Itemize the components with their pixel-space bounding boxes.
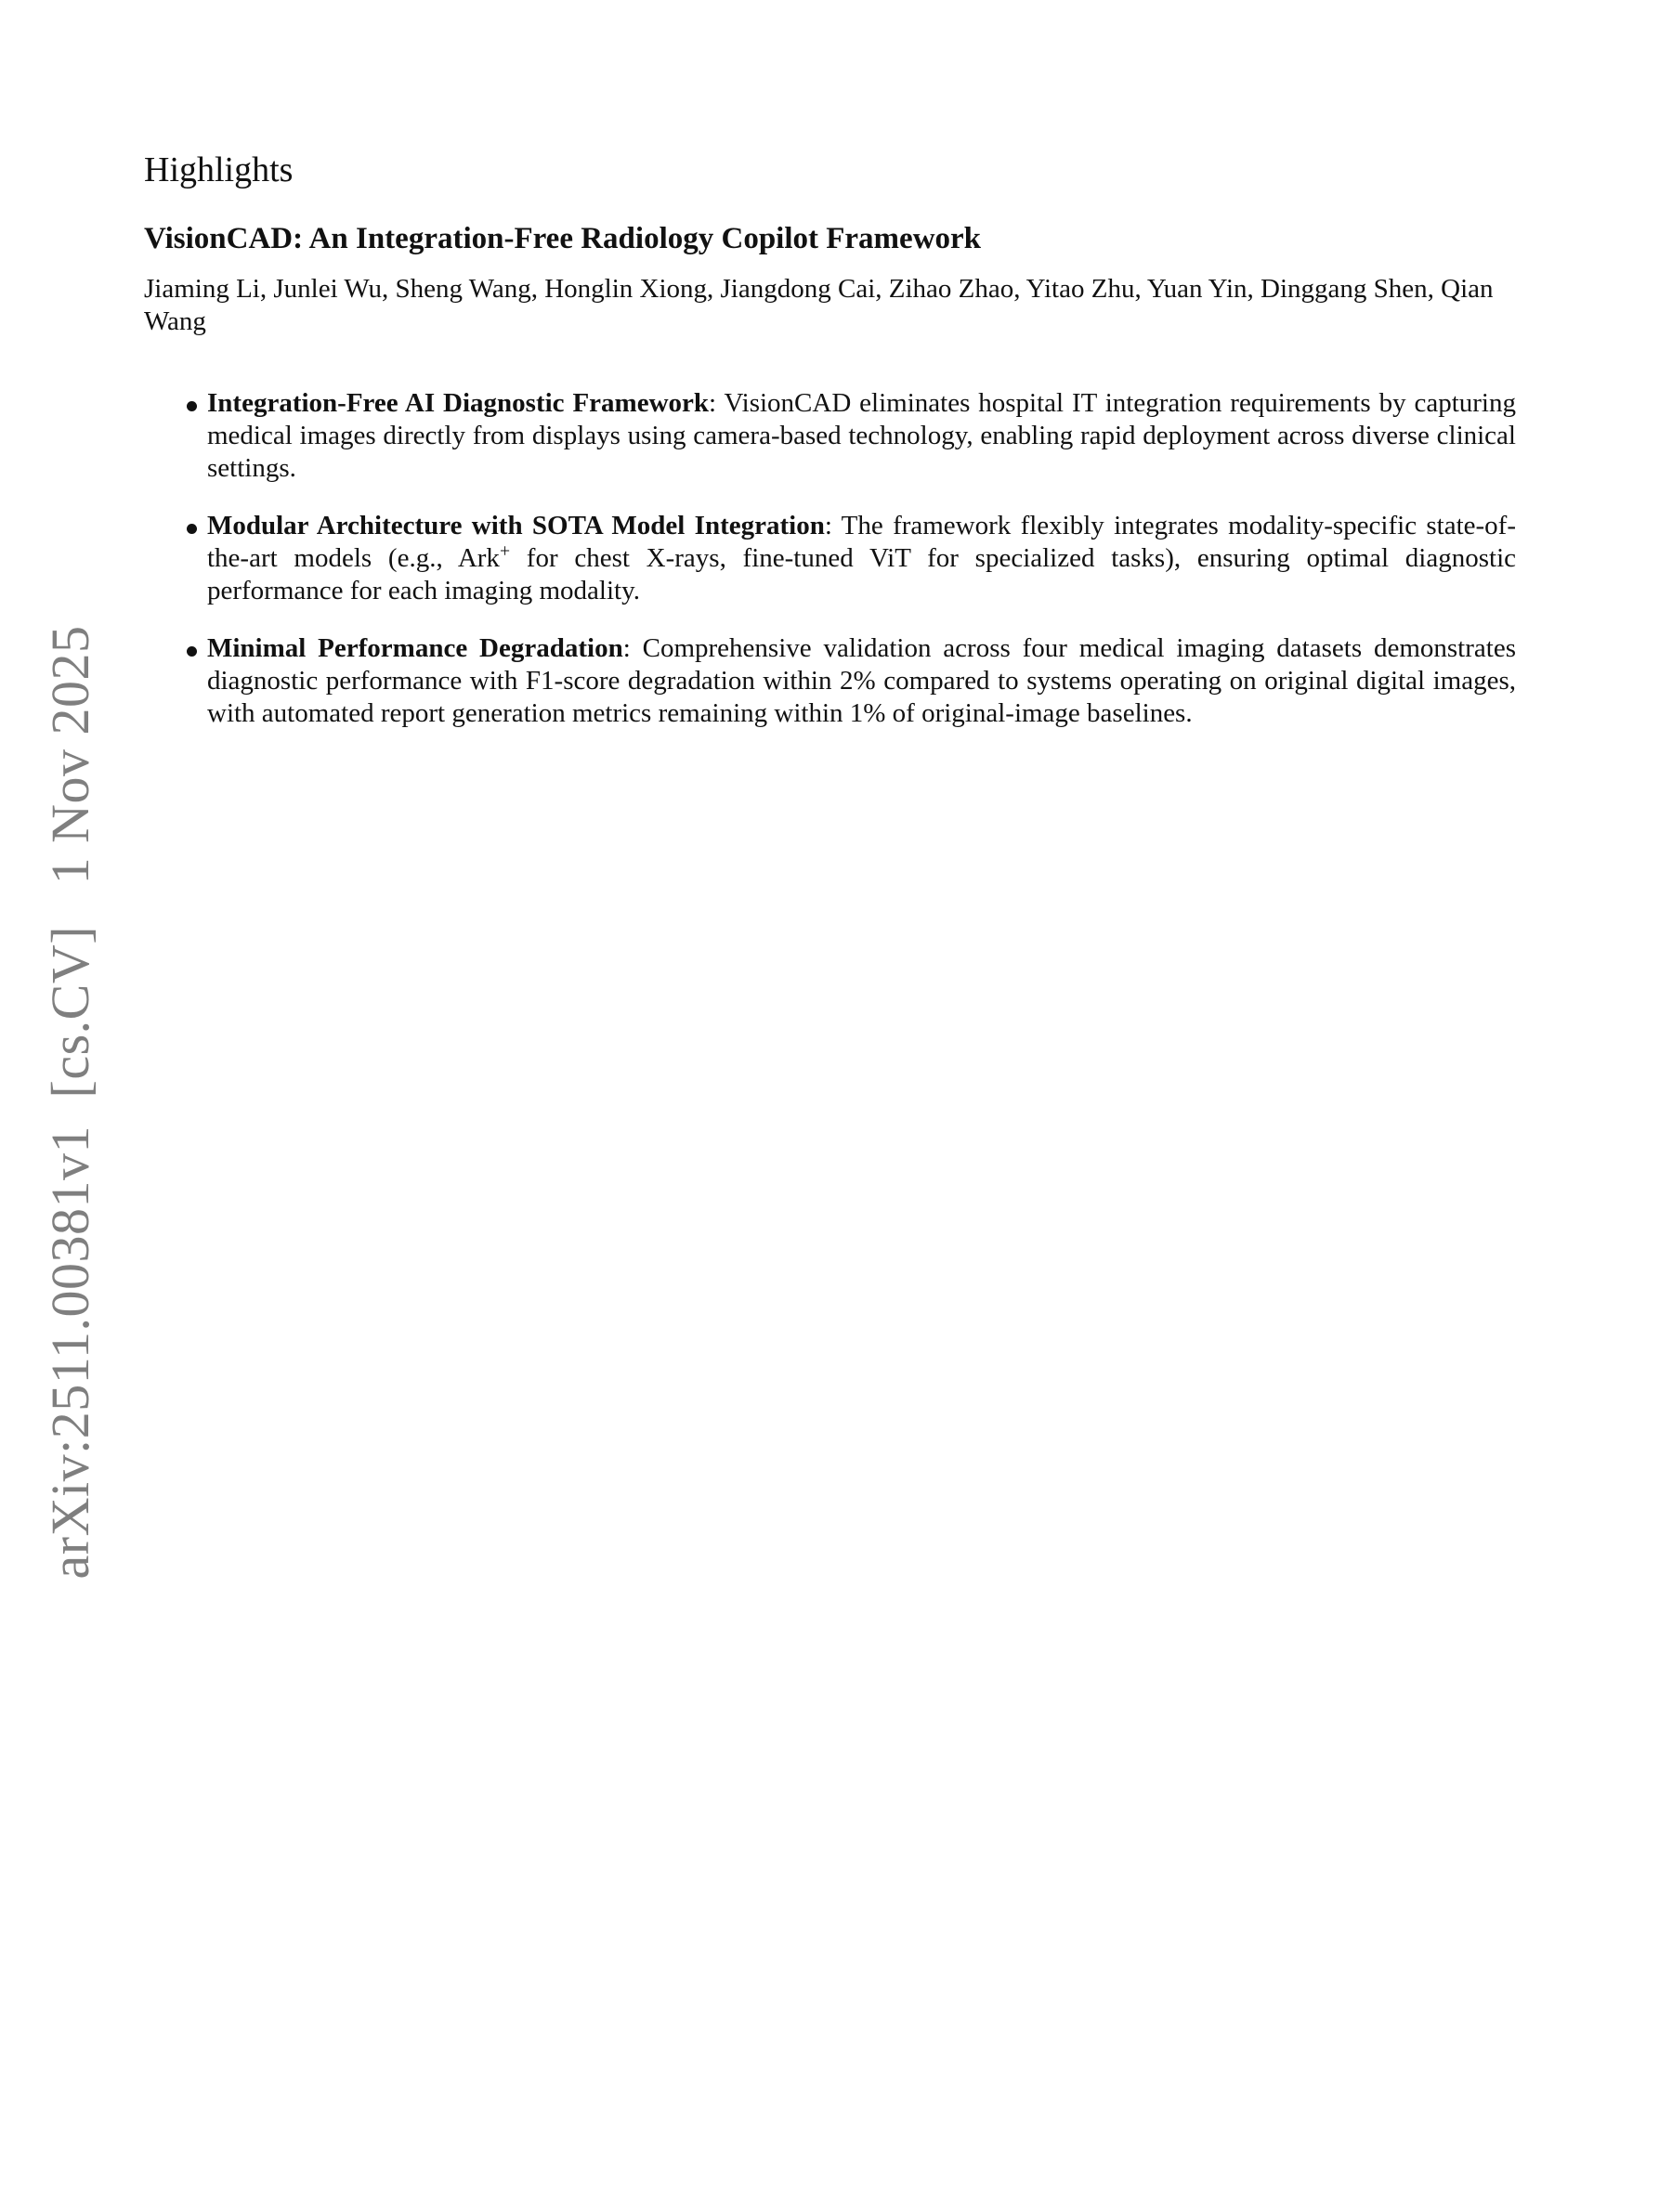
highlight-body: : Comprehensive validation across four medical imaging datasets demonstrates diagnostic performance with F1-score degradation within 2% compared to systems operating on original digital images, with automated report generation metrics remaining within 1% of original-image baselines. (207, 633, 1516, 729)
author-list: Jiaming Li, Junlei Wu, Sheng Wang, Honglin Xiong, Jiangdong Cai, Zihao Zhao, Yitao Zhu, Yuan Yin, Dinggang Shen, Qian Wang (144, 274, 1494, 337)
highlight-item (207, 632, 1516, 730)
superscript-plus: + (499, 540, 511, 562)
bullet-icon (187, 646, 197, 657)
highlight-lead: Modular Architecture with SOTA Model Integration (207, 511, 825, 541)
highlight-body: : VisionCAD eliminates hospital IT integration requirements by capturing medical images directly from displays using camera-based technology, enabling rapid deployment across diverse clinical settings. (207, 388, 1516, 484)
section-heading: Highlights (144, 150, 294, 189)
highlight-lead: Minimal Performance Degradation (207, 633, 623, 664)
highlight-item (207, 510, 1516, 607)
highlight-body-post: for chest X-rays, fine-tuned ViT for specialized tasks), ensuring optimal diagnostic performance for each imaging modality. (207, 543, 1516, 606)
highlights-list (144, 387, 1516, 730)
highlights-content (144, 0, 1516, 730)
arxiv-watermark: arXiv:2511.00381v1 [cs.CV] 1 Nov 2025 (40, 625, 100, 1580)
highlight-body-pre: : The framework flexibly integrates modality-specific state-of-the-art models (e.g., Ark (207, 511, 1516, 574)
highlight-item (207, 387, 1516, 485)
highlight-lead: Integration-Free AI Diagnostic Framework (207, 388, 710, 419)
bullet-icon (187, 401, 197, 411)
bullet-icon (187, 524, 197, 534)
paper-title: VisionCAD: An Integration-Free Radiology Copilot Framework (144, 221, 982, 255)
